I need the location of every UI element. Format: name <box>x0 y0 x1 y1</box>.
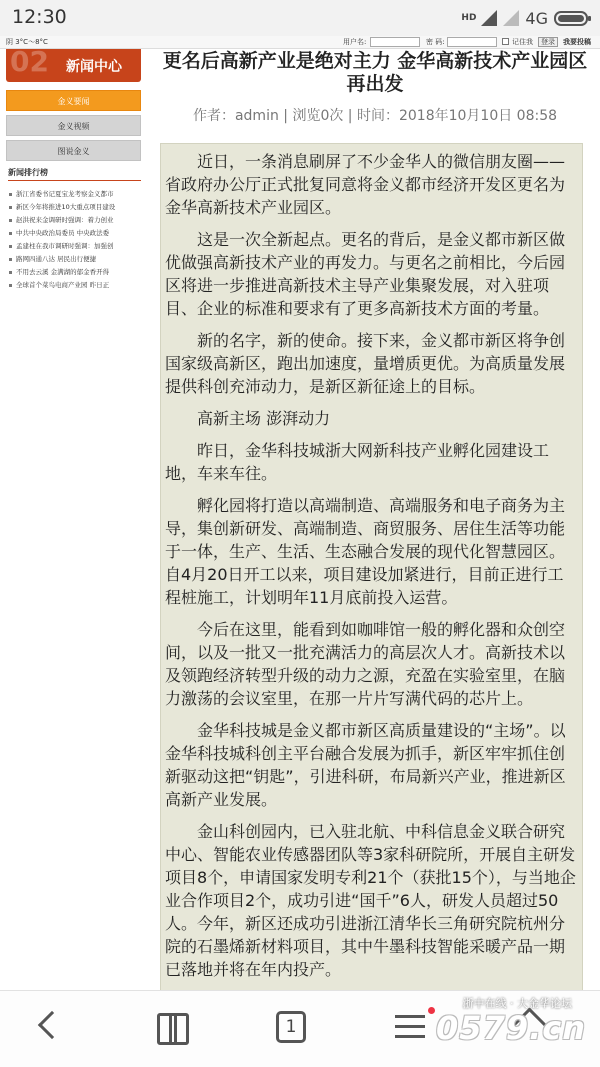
article-paragraph: 今后在这里，能看到如咖啡馆一般的孵化器和众创空间，以及一批又一批充满活力的高层次人才。高新技术以及领跑经济转型升级的动力之源，充盈在实验室里，在脑力激荡的会议室里，在那一片片写满代码的芯片上。 <box>165 620 566 708</box>
article-paragraph: 昨日，金华科技城浙大网新科技产业孵化园建设工地，车来车往。 <box>165 441 550 483</box>
ranking-item[interactable]: 路网四通八达 居民出行便捷 <box>8 253 143 266</box>
password-label: 密 码: <box>426 38 445 46</box>
ranking-divider <box>8 180 141 181</box>
back-arrow-icon[interactable] <box>38 1011 66 1039</box>
notification-dot-icon <box>428 1007 435 1014</box>
signal-icon <box>481 10 497 26</box>
article-title: 更名后高新产业是绝对主力 金华高新技术产业园区再出发 <box>162 50 588 95</box>
username-input[interactable] <box>370 37 420 47</box>
weather-info: 阴 3°C～8°C <box>6 38 48 46</box>
watermark-logo: 0579.cn <box>436 1009 586 1047</box>
submit-article-link[interactable]: 我要投稿 <box>563 38 591 46</box>
network-type: 4G <box>525 8 548 28</box>
watermark-text: 浙中在线 · 大金华论坛 <box>462 997 572 1010</box>
signal-secondary-icon <box>503 10 519 26</box>
hd-indicator: HD <box>461 12 477 23</box>
battery-icon <box>554 11 588 26</box>
menu-icon[interactable] <box>395 1015 425 1039</box>
ranking-item[interactable]: 新区今年将推进10大重点项目建设 <box>8 201 143 214</box>
article-paragraph: 这是一次全新起点。更名的背后，是金义都市新区做优做强高新技术产业的再发力。与更名之前相比，今后园区将进一步推进高新技术主导产业集聚发展，对入驻项目、企业的标准和要求有了更多高新技术方面的考量。 <box>165 230 566 318</box>
article-paragraph: 金山科创园内，已入驻北航、中科信息金义联合研究中心、智能农业传感器团队等3家科研院所，开展自主研发项目8个，申请国家发明专利21个（获批15个），与当地企业合作项目2个，成功引进“国千”6人，研发人员超过50人。今年，新区还成功引进浙江清华长三角研究院杭州分院的石墨烯新材料项目，其中牛墨科技智能采暖产品一期已落地并将在年内投产。 <box>165 822 576 979</box>
ranking-item[interactable]: 不用去云溪 金满湖的郁金香开得 <box>8 266 143 279</box>
browser-bottom-bar <box>0 990 600 1067</box>
ranking-item[interactable]: 全球首个菜鸟电商产业园 昨日正 <box>8 279 143 292</box>
article-paragraph: 新的名字，新的使命。接下来，金义都市新区将争创国家级高新区，跑出加速度，量增质更优。为高质量发展提供科创充沛动力，是新区新征途上的目标。 <box>165 331 566 396</box>
ranking-item[interactable]: 孟建柱在我市调研时强调：加强创 <box>8 240 143 253</box>
article-paragraph: 近日，一条消息刷屏了不少金华人的微信朋友圈——省政府办公厅正式批复同意将金义都市经济开发区更名为金华高新技术产业园区。 <box>165 152 566 217</box>
ranking-item[interactable]: 浙江省委书记夏宝龙考察金义都市 <box>8 188 143 201</box>
status-time: 12:30 <box>12 6 67 28</box>
site-toolbar <box>0 36 600 49</box>
bookmarks-icon[interactable] <box>157 1013 189 1041</box>
sidebar-item-jinyi-video[interactable]: 金义视频 <box>6 115 141 136</box>
sidebar-item-jinyi-news[interactable]: 金义要闻 <box>6 90 141 111</box>
article-subheading: 高新主场 澎湃动力 <box>197 409 331 428</box>
article-body <box>160 143 583 993</box>
ranking-item[interactable]: 中共中央政治局委员 中央政法委 <box>8 227 143 240</box>
header-title: 新闻中心 <box>66 59 122 75</box>
sidebar <box>0 45 150 329</box>
article-paragraph: 孵化园将打造以高端制造、高端服务和电子商务为主导，集创新研发、高端制造、商贸服务、居住生活等功能于一体，生产、生活、生态融合发展的现代化智慧园区。自4月20日开工以来，项目建设加紧进行，目前正进行工程桩施工，计划明年11月底前投入运营。 <box>165 496 566 607</box>
tabs-button[interactable]: 1 <box>276 1011 306 1043</box>
ranking-list <box>8 188 143 292</box>
article-paragraph: 金华科技城是金义都市新区高质量建设的“主场”。以金华科技城科创主平台融合发展为抓手，新区牢牢抓住创新驱动这把“钥匙”，引进科研，布局新兴产业，推进新区高新产业发展。 <box>165 721 566 809</box>
remember-label: 记住我 <box>512 38 533 46</box>
login-button[interactable]: 登录 <box>538 37 558 47</box>
ranking-item[interactable]: 赵洪祝来金调研时强调：着力创业 <box>8 214 143 227</box>
sidebar-item-jinyi-photos[interactable]: 图说金义 <box>6 140 141 161</box>
header-number: 02 <box>10 45 49 78</box>
password-input[interactable] <box>447 37 497 47</box>
username-label: 用户名: <box>343 38 367 46</box>
status-indicators <box>461 8 588 28</box>
news-center-header <box>6 45 141 82</box>
status-bar <box>0 0 600 36</box>
remember-checkbox[interactable] <box>502 38 509 45</box>
article-meta: 作者：admin | 浏览0次 | 时间：2018年10月10日 08:58 <box>192 108 558 124</box>
ranking-title: 新闻排行榜 <box>8 168 48 177</box>
